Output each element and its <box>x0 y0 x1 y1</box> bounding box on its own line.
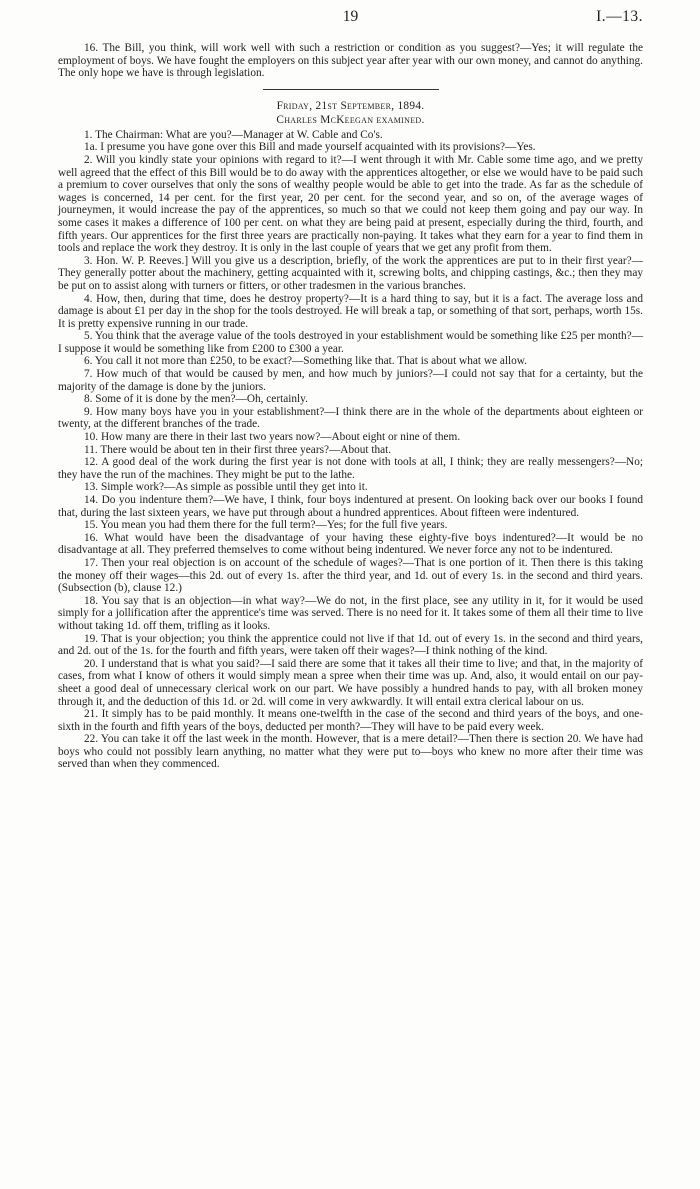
question-answer: 19. That is your objection; you think the apprentice could not live if that 1d. out of every 1s. in the second and third years, and 2d. out of the 1s. for the fourth and fifth years, were taken off their wages?—I think nothing of the kind. <box>58 632 643 658</box>
session-date: Friday, 21st September, 1894. <box>276 99 425 112</box>
question-answer: 2. Will you kindly state your opinions with regard to it?—I went through it with Mr. Cable some time ago, and we pretty well agreed that the effect of this Bill would be to do away with the apprentices altogether, or else we would have to be paid such a premium to cover ourselves that only the sons of wealthy people would be able to get into the trade. As far as the schedule of wages is concerned, 14 per cent. for the first year, 20 per cent. for the second year, and so on, of the average wages of journeymen, it would increase the pay of the apprentices, so much so that we could not keep them going and pay our way. In some cases it makes a difference of 100 per cent. on what they are being paid at present, especially during the third, fourth, and fifth years. Our apprentices for the first three years are practically non-paying. It takes what they earn for a year to find them in tools and replace the work they destroy. It is only in the last couple of years that we get any profit from them. <box>58 153 643 255</box>
question-answer: 22. You can take it off the last week in the month. However, that is a mere detail?—Then there is section 20. We have had boys who could not possibly learn anything, no matter what they were put to—boys who knew no more after their time was served than when they commenced. <box>58 733 643 771</box>
question-answer: 7. How much of that would be caused by men, and how much by juniors?—I could not say that for a certainty, but the majority of the damage is done by the juniors. <box>58 368 643 393</box>
document-reference: I.—13. <box>596 8 643 25</box>
question-answer: 1a. I presume you have gone over this Bill and made yourself acquainted with its provisions?—Yes. <box>84 141 536 154</box>
page-number: 19 <box>342 8 359 25</box>
question-answer: 8. Some of it is done by the men?—Oh, certainly. <box>84 393 308 406</box>
section-divider <box>263 89 439 90</box>
page-header <box>58 8 643 30</box>
question-answer: 17. Then your real objection is on account of the schedule of wages?—That is one portion of it. Then there is this taking the money off their wages—this 2d. out of every 1s. after the third year, and 1d. out of every 1s. in the second and third years. (Subsection (b), clause 12.) <box>58 556 643 595</box>
question-answer: 12. A good deal of the work during the first year is not done with tools at all, I think; they are really messengers?—No; they have the run of the machines. They might be put to the lathe. <box>58 456 643 481</box>
question-answer: 20. I understand that is what you said?—I said there are some that it takes all their time to live; and that, in the majority of cases, from what I know of others it would simply mean a spree when their time was up. And, also, it would entail on our pay-sheet a good deal of unnecessary clerical work on our part. We have possibly a hundred hands to pay, with all broken money through it, and the deduction of this 1d. or 2d. will come in very awkwardly. It will entail extra clerical labour on us. <box>58 657 643 708</box>
question-answer: 21. It simply has to be paid monthly. It means one-twelfth in the case of the second and third years of the boys, and one-sixth in the fourth and fifth years of the boys, deducted per month?—They will have to be paid every week. <box>58 708 643 733</box>
question-answer: 14. Do you indenture them?—We have, I think, four boys indentured at present. On looking back over our books I found that, during the last sixteen years, we have put through about a hundred apprentices. About fifteen were indentured. <box>58 494 643 519</box>
testimony-list <box>58 129 643 771</box>
page-body <box>58 42 643 771</box>
question-answer: 11. There would be about ten in their first three years?—About that. <box>84 443 392 456</box>
question-answer: 10. How many are there in their last two years now?—About eight or nine of them. <box>84 431 461 444</box>
question-answer: 13. Simple work?—As simple as possible until they get into it. <box>84 481 368 494</box>
question-answer: 5. You think that the average value of the tools destroyed in your establishment would be something like £25 per month?—I suppose it would be something like from £200 to £300 a year. <box>58 330 643 355</box>
question-answer: 1. The Chairman: What are you?—Manager at W. Cable and Co's. <box>84 128 383 141</box>
question-answer: 3. Hon. W. P. Reeves.] Will you give us a description, briefly, of the work the apprentices are put to in their first year?—They generally potter about the machinery, getting acquainted with it, screwing bolts, and chipping castings, &c.; then they may be put on to assist along with turners or fitters, or other tradesmen in the various branches. <box>58 254 643 292</box>
question-answer: 15. You mean you had them there for the full term?—Yes; for the full five years. <box>84 519 448 532</box>
witness-heading: Charles McKeegan examined. <box>276 113 425 126</box>
question-answer: 6. You call it not more than £250, to be exact?—Something like that. That is about what we allow. <box>84 355 528 368</box>
question-answer: 9. How many boys have you in your establishment?—I think there are in the whole of the departments about eighteen or twenty, at the different branches of the trade. <box>58 405 643 431</box>
question-answer: 18. You say that is an objection—in what way?—We do not, in the first place, see any utility in it, for it would be used simply for a jollification after the apprentice's time was served. There is no need for it. It takes some of them all their time to live without taking 1d. off them, trifling as it looks. <box>58 594 643 632</box>
intro-paragraph: 16. The Bill, you think, will work well with such a restriction or condition as you suggest?—Yes; it will regulate the employment of boys. We have fought the employers on this subject year after year with our own money, and cannot do anything. The only hope we have is through legislation. <box>58 42 643 80</box>
question-answer: 4. How, then, during that time, does he destroy property?—It is a hard thing to say, but it is a fact. The average loss and damage is about £1 per day in the shop for the tools destroyed. He will break a tap, or something of that sort, perhaps, worth 15s. It is pretty expensive running in our trade. <box>58 292 643 330</box>
question-answer: 16. What would have been the disadvantage of your having these eighty-five boys indentured?—It would be no disadvantage at all. They preferred themselves to come without being indentured. We never force any not to be indentured. <box>58 531 643 557</box>
